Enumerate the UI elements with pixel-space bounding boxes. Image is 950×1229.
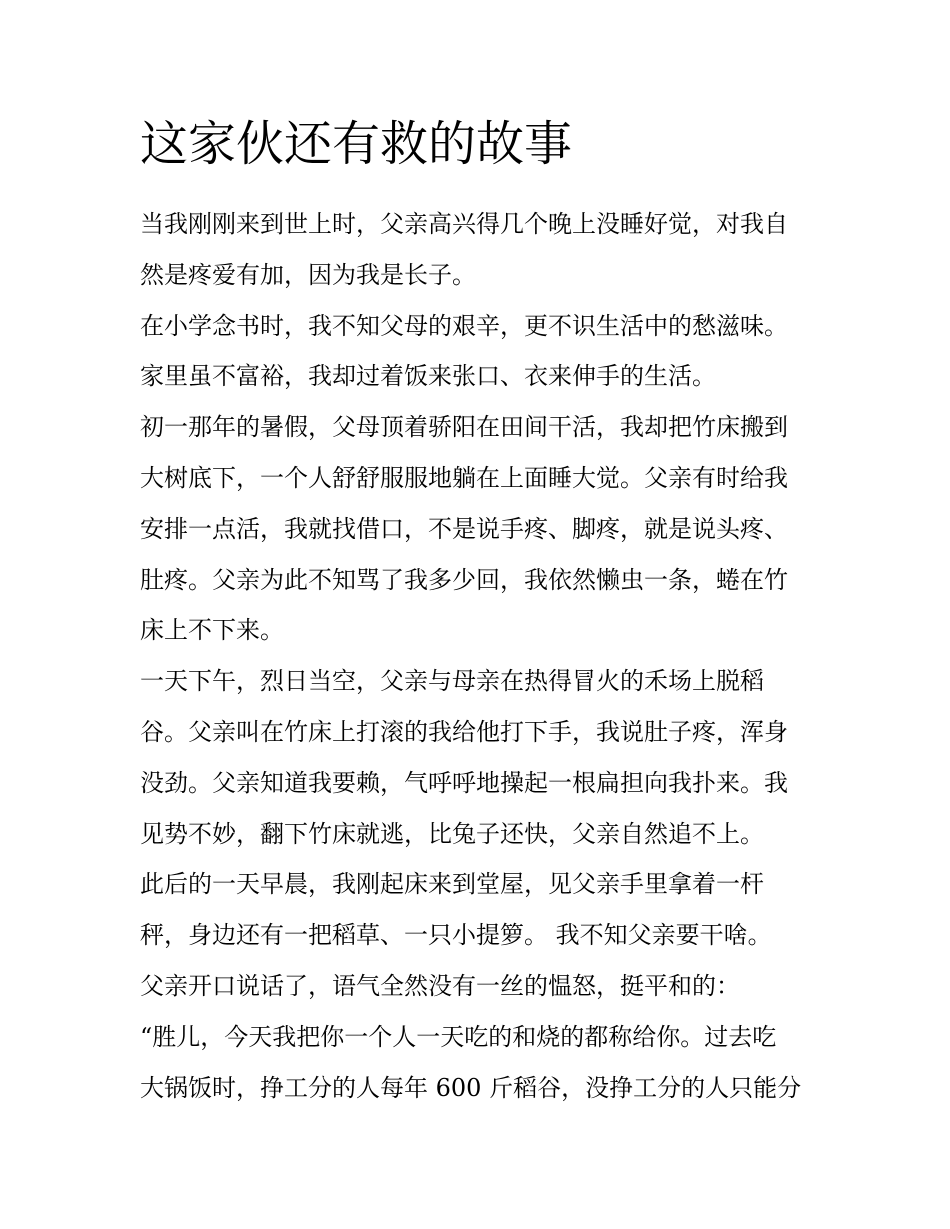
- text-line: 见势不妙，翻下竹床就逃，比兔子还快，父亲自然追不上。: [140, 819, 764, 848]
- text-line: 秤，身边还有一把稻草、一只小提箩。 我不知父亲要干啥。: [140, 921, 772, 950]
- text-line: 大锅饭时，挣工分的人每年 600 斤稻谷，没挣工分的人只能分: [140, 1073, 802, 1102]
- text-line: 然是疼爱有加，因为我是长子。: [140, 260, 476, 289]
- text-line: “胜儿，今天我把你一个人一天吃的和烧的都称给你。过去吃: [140, 1022, 777, 1051]
- body-text: [140, 199, 820, 1113]
- text-line: 在小学念书时，我不知父母的艰辛，更不识生活中的愁滋味。: [140, 311, 788, 340]
- text-line: 当我刚刚来到世上时，父亲高兴得几个晚上没睡好觉，对我自: [140, 210, 788, 238]
- text-line: 此后的一天早晨，我刚起床来到堂屋，见父亲手里拿着一杆: [140, 870, 764, 899]
- text-line: 初一那年的暑假，父母顶着骄阳在田间干活，我却把竹床搬到: [140, 413, 788, 442]
- text-line: 床上不下来。: [140, 616, 284, 645]
- text-line: 大树底下，一个人舒舒服服地躺在上面睡大觉。父亲有时给我: [140, 463, 788, 492]
- text-line: 安排一点活，我就找借口，不是说手疼、脚疼，就是说头疼、: [140, 514, 788, 543]
- text-line: 家里虽不富裕，我却过着饭来张口、衣来伸手的生活。: [140, 362, 716, 391]
- text-line: 一天下午，烈日当空，父亲与母亲在热得冒火的禾场上脱稻: [140, 667, 764, 696]
- text-line: 父亲开口说话了，语气全然没有一丝的愠怒，挺平和的：: [140, 971, 740, 1000]
- text-line: 没劲。父亲知道我要赖，气呼呼地操起一根扁担向我扑来。我: [140, 768, 788, 797]
- text-line: 肚疼。父亲为此不知骂了我多少回，我依然懒虫一条，蜷在竹: [140, 565, 788, 594]
- text-line: 谷。父亲叫在竹床上打滚的我给他打下手，我说肚子疼，浑身: [140, 717, 788, 746]
- page-title: 这家伙还有救的故事: [140, 116, 573, 172]
